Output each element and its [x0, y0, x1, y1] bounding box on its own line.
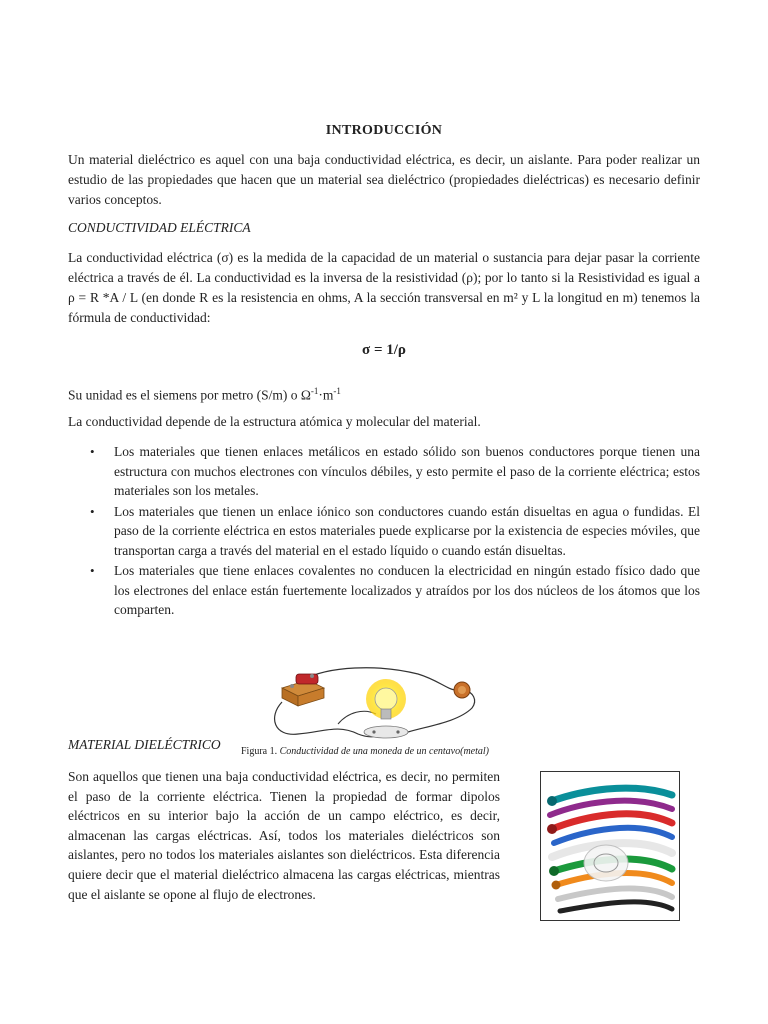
section-title-conductividad: CONDUCTIVIDAD ELÉCTRICA [68, 220, 251, 235]
list-item [68, 502, 700, 561]
circuit-illustration [268, 662, 488, 746]
bullet-list [68, 442, 700, 621]
bullet-text: Los materiales que tienen enlaces metálicos en estado sólido son buenos conductores porque tienen una estructura con muchos electrones con vínculos débiles, y esto permite el paso de la corriente eléctrica; estos materiales son los metales. [114, 444, 700, 498]
bullet-dot-icon: • [90, 563, 95, 578]
bullet-text: Los materiales que tiene enlaces covalentes no conducen la electricidad en ningún estado físico dado que los electrones del enlace están fuertemente localizados y atraídos por los dos núcleos de los átomos que los comparten. [114, 563, 700, 617]
page-heading: INTRODUCCIÓN [325, 123, 443, 138]
unit-exp-2: -1 [333, 386, 341, 396]
list-item [68, 442, 700, 501]
figure-caption [241, 746, 489, 757]
bullet-text: Los materiales que tienen un enlace iónico son conductores cuando están disueltas en agua o fundidas. El paso de la corriente eléctrica en estos materiales puede explicarse por la existencia de especies móviles, que transportan carga a través del material en el estado líquido o cuando están disueltas. [114, 503, 700, 558]
coin-icon [454, 682, 470, 698]
depends-paragraph: La conductividad depende de la estructura atómica y molecular del material. [68, 414, 481, 429]
unit-mid: ·m [318, 387, 334, 403]
unit-line [68, 381, 700, 406]
intro-paragraph: Un material dieléctrico es aquel con una baja conductividad eléctrica, es decir, un aislante. Para poder realizar un estudio de las propiedades que hacen que un material sea dieléctrico (propiedades dieléctricas) es necesario definir varios conceptos. [68, 152, 700, 207]
caption-text: Conductividad de una moneda de un centavo(metal) [279, 746, 489, 757]
conductividad-paragraph: La conductividad eléctrica (σ) es la medida de la capacidad de un material o sustancia para dejar pasar la corriente eléctrica a través de él. La conductividad es la inversa de la resistividad (ρ); por lo tanto si la Resistividad es igual a ρ = R *A / L (en donde R es la resistencia en ohms, A la sección transversal en m² y L la longitud en m) tenemos la fórmula de conductividad: [68, 250, 700, 325]
section-title-dielectrico: MATERIAL DIELÉCTRICO [68, 737, 221, 752]
dielectrico-paragraph: Son aquellos que tienen una baja conductividad eléctrica, es decir, no permiten el paso de la corriente eléctrica. Tienen la propiedad de formar dipolos eléctricos en su interior bajo la acción de un campo eléctrico, es decir, almacenan las cargas eléctricas. Así, todos los materiales dieléctricos son aislantes, pero no todos los materiales aislantes son dieléctricos. Esta diferencia quiere decir que el material dieléctrico almacena las cargas eléctricas, mientras que el aislante se opone al flujo de electrones. [68, 769, 500, 902]
unit-prefix: Su unidad es el siemens por metro (S/m) o Ω [68, 387, 311, 403]
battery-icon [282, 674, 324, 706]
list-item [68, 561, 700, 620]
unit-exp-1: -1 [310, 386, 319, 396]
cables-photo [540, 771, 680, 921]
light-bulb-icon [364, 679, 408, 738]
conductivity-formula: σ = 1/ρ [362, 342, 406, 358]
caption-label: Figura 1. [241, 746, 278, 757]
bullet-dot-icon: • [90, 444, 95, 459]
bullet-dot-icon: • [90, 503, 95, 519]
